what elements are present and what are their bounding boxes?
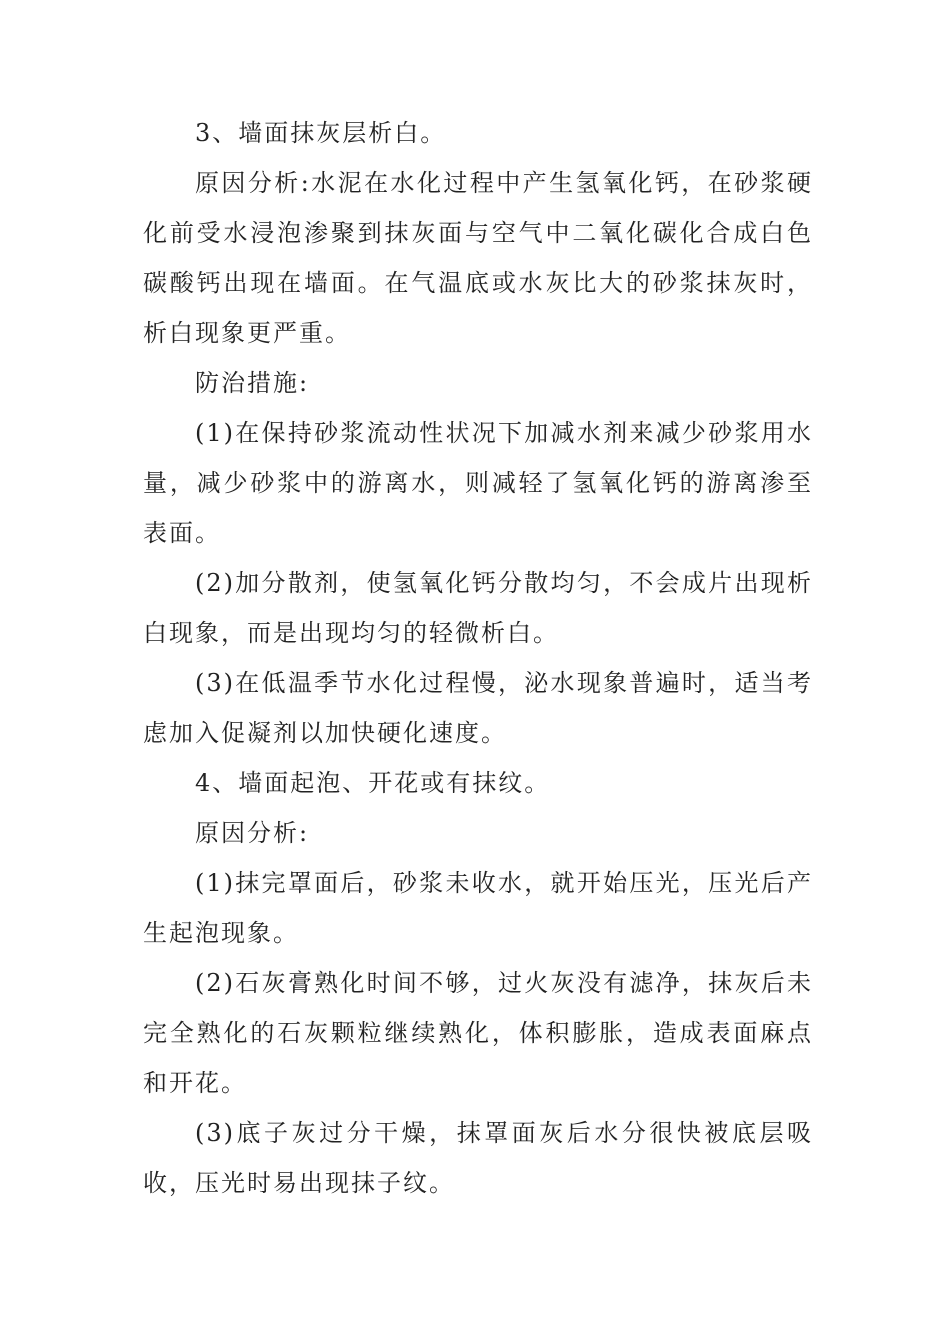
paragraph-cause-analysis-heading: 原因分析: [195, 819, 310, 847]
paragraph-cause-item-3: (3)底子灰过分干燥，抹罩面灰后水分很快被底层吸收，压光时易出现抹子纹。 [143, 1119, 813, 1197]
paragraph-cause-item-1: (1)抹完罩面后，砂浆未收水，就开始压光，压光后产生起泡现象。 [143, 869, 813, 947]
heading-wall-blistering: 4、墙面起泡、开花或有抹纹。 [195, 769, 551, 797]
document-body [143, 108, 813, 1208]
paragraph-prevention-item-2: (2)加分散剂，使氢氧化钙分散均匀，不会成片出现析白现象，而是出现均匀的轻微析白。 [143, 569, 813, 647]
paragraph-cause-analysis-efflorescence: 原因分析:水泥在水化过程中产生氢氧化钙，在砂浆硬化前受水浸泡渗聚到抹灰面与空气中二氧化碳化合成白色碳酸钙出现在墙面。在气温底或水灰比大的砂浆抹灰时，析白现象更严重。 [143, 169, 813, 347]
heading-wall-efflorescence: 3、墙面抹灰层析白。 [195, 119, 447, 147]
paragraph-prevention-item-1: (1)在保持砂浆流动性状况下加减水剂来减少砂浆用水量，减少砂浆中的游离水，则减轻了氢氧化钙的游离渗至表面。 [143, 419, 813, 547]
paragraph-prevention-heading: 防治措施: [195, 369, 310, 397]
paragraph-prevention-item-3: (3)在低温季节水化过程慢，泌水现象普遍时，适当考虑加入促凝剂以加快硬化速度。 [143, 669, 813, 747]
paragraph-cause-item-2: (2)石灰膏熟化时间不够，过火灰没有滤净，抹灰后未完全熟化的石灰颗粒继续熟化，体积膨胀，造成表面麻点和开花。 [143, 969, 813, 1097]
